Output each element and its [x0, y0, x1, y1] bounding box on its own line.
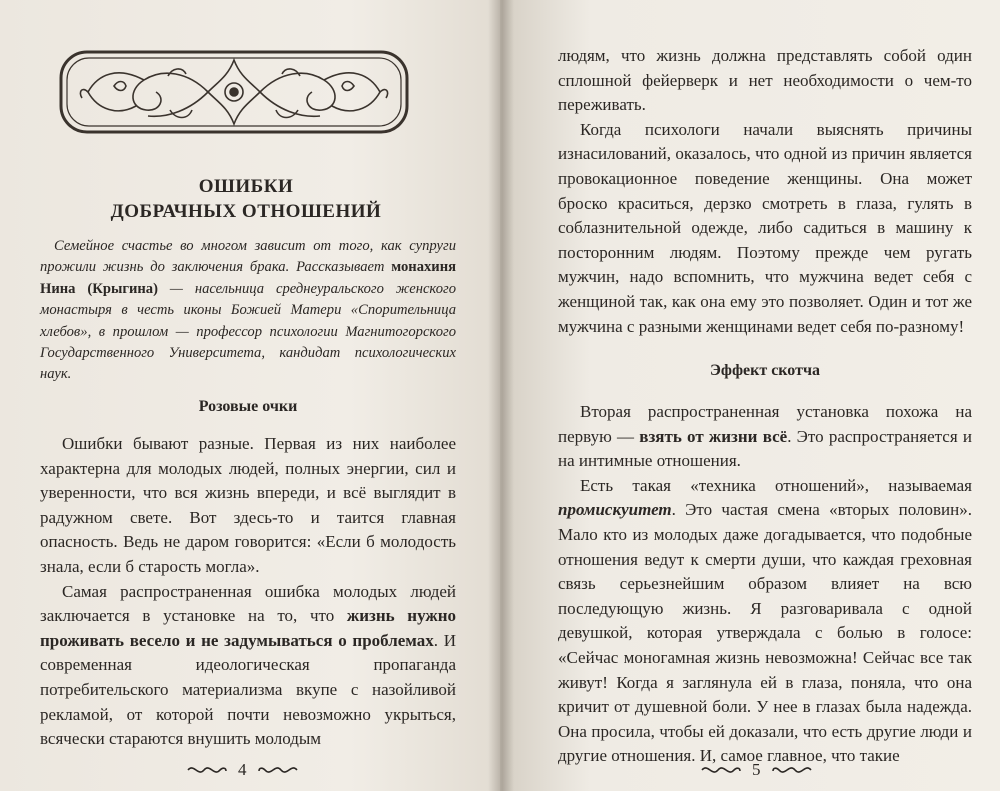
chapter-title-line2: ДОБРАЧНЫХ ОТНОШЕНИЙ — [110, 201, 382, 222]
flourish-icon — [771, 763, 813, 777]
right-page — [500, 0, 1000, 791]
chapter-title — [40, 174, 452, 224]
paragraph: Ошибки бывают разные. Первая из них наиболее характерна для молодых людей, полных энергии, сил и уверенности, что вся жизнь впереди, и всё выглядит в радужном свете. Вот здесь-то и таится главная опасность. Ведь не даром говорится: «Если б молодость знала, если б старость могла». — [40, 434, 456, 576]
flourish-icon — [700, 763, 742, 777]
paragraph — [558, 400, 972, 474]
page-number: 4 — [238, 760, 247, 779]
lead-text-start: Семейное счастье во многом зависит от того, как супруги прожили жизнь до заключения брака. Рассказывает — [40, 238, 456, 276]
chapter-lead — [40, 236, 456, 386]
paragraph-text: Есть такая «техника отношений», называемая — [580, 475, 972, 495]
section-title-tape-effect: Эффект скотча — [710, 362, 820, 379]
paragraph-text: Самая распространенная ошибка молодых людей заключается в установке на то, что — [40, 581, 456, 626]
page-number-right — [700, 760, 813, 780]
right-body-text-bottom — [558, 400, 972, 769]
paragraph — [558, 474, 972, 769]
paragraph: людям, что жизнь должна представлять собой один сплошной фейерверк и нет необходимости о чем-то переживать. — [558, 46, 972, 115]
lead-text-end: — насельница среднеуральского женского монастыря в честь иконы Божией Матери «Спорительница хлебов», в прошлом — профессор психологии Магнитогорского Государственного Университета, кандидат психологических наук. — [40, 280, 456, 383]
right-body-text-top — [558, 44, 972, 339]
emphasis-text: жизнь нужно проживать весело и не задумываться о проблемах — [40, 606, 456, 650]
flourish-icon — [257, 763, 299, 777]
paragraph: Когда психологи начали выяснять причины изнасилований, оказалось, что одной из причин является провокационное поведение женщины. Она может броско краситься, дерзко смотреть в глаза, гулять в соблазнительной одежде, либо садиться в машину к посторонним людям. Поэтому прежде чем ругать мужчин, надо вспомнить, что мужчина ведет себя с женщиной так, как она ему это позволяет. Один и тот же мужчина с разными женщинами ведет себя по-разному! — [558, 119, 972, 336]
paragraph-text: . Это распространяется и на интимные отношения. — [558, 426, 972, 471]
term-text: промискуитет — [558, 500, 672, 520]
emphasis-text: взять от жизни всё — [639, 426, 788, 446]
flourish-icon — [186, 763, 228, 777]
paragraph-text: Вторая распространенная установка похожа на первую — — [558, 402, 972, 446]
paragraph-text: . Это частая смена «вторых половин». Мало кто из молодых даже догадывается, что подобные отношения ведут к смерти души, что каждая греховная связь серьезнейшим образом влияет на всю последующую жизнь. Я разговаривала с одной девушкой, которая утверждала с болью в голосе: «Сейчас моногамная жизнь невозможна! Сейчас все так живут! Когда я заглянула ей в глаза, поняла, что она кричит от душевной боли. У нее в глазах была надежда. Она просила, чтобы ей доказали, что есть другие люди и другие отношения. И, самое главное, что такие — [558, 500, 972, 766]
paragraph-text: . И современная идеологическая пропаганда потребительского материализма вкупе с назойливой рекламой, от которой почти невозможно укрыться, всячески стараются внушить молодым — [40, 630, 456, 749]
paragraph — [40, 580, 456, 752]
left-body-text — [40, 432, 456, 752]
page-number: 5 — [752, 760, 761, 779]
chapter-title-line1: ОШИБКИ — [198, 176, 294, 197]
lead-author: монахиня Нина (Крыгина) — [40, 259, 456, 297]
page-number-left — [186, 760, 299, 780]
section-title-rose-glasses: Розовые очки — [198, 398, 298, 415]
ornamental-headpiece-icon — [58, 46, 410, 138]
